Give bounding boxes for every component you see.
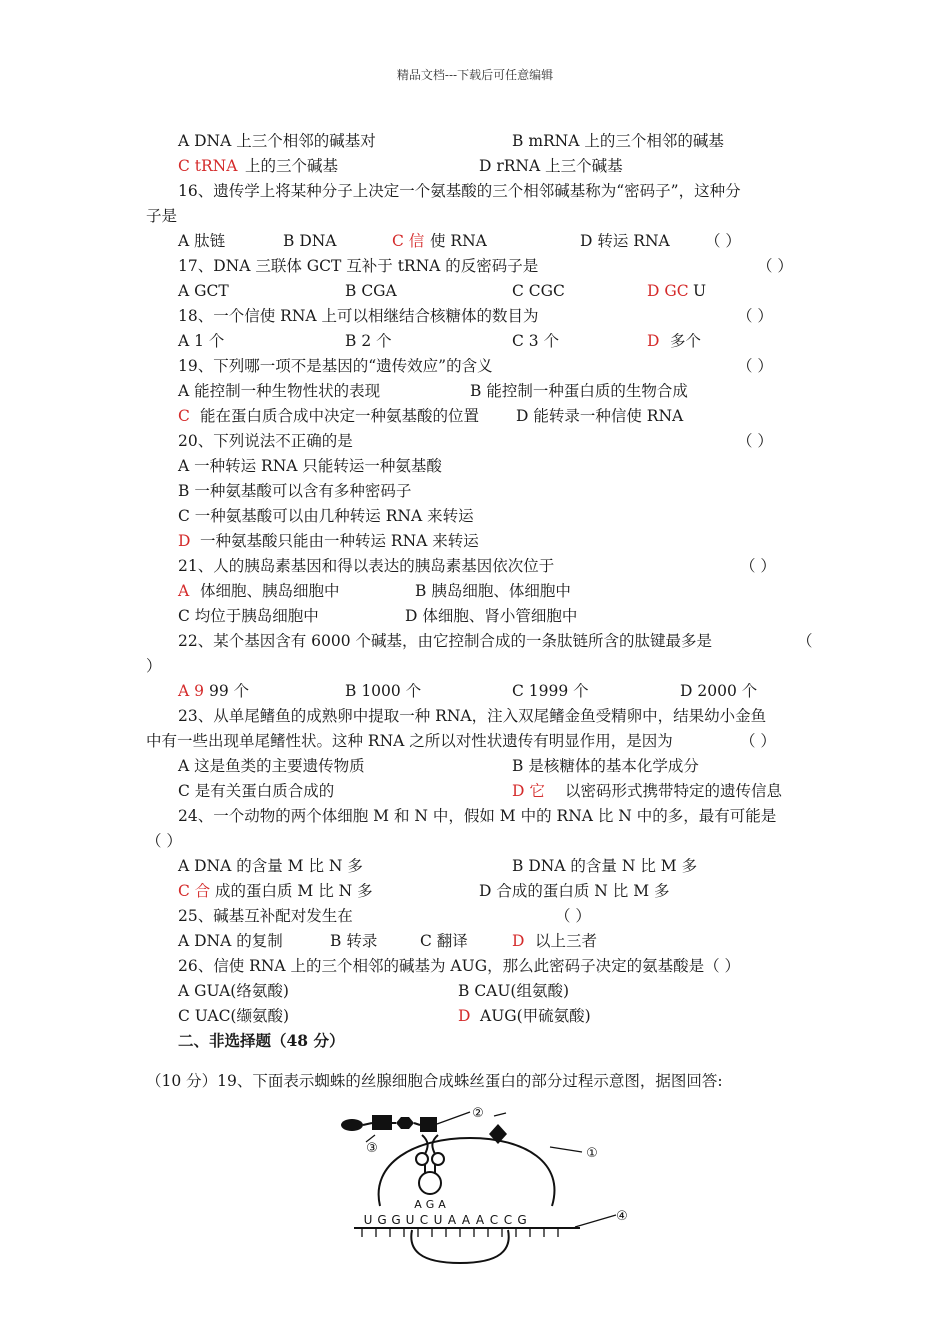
text-line-11-seg-0: C [178, 407, 190, 425]
text-line-2-seg-0: 16、遗传学上将某种分子上决定一个氨基酸的三个相邻碱基称为“密码子”，这种分 [178, 182, 741, 200]
mrna-base-1: G [377, 1213, 387, 1227]
text-line-12-seg-0: 20、下列说法不正确的是 [178, 432, 353, 450]
text-line-17-seg-0: 21、人的胰岛素基因和得以表达的胰岛素基因依次位于 [178, 557, 555, 575]
text-line-6-seg-3: D GC [647, 282, 689, 300]
text-line-18-seg-2: B 胰岛细胞、体细胞中 [415, 582, 571, 600]
text-line-22-seg-3: C 1999 个 [512, 682, 589, 700]
mrna-base-3: U [405, 1213, 415, 1227]
text-line-26-seg-2: 以密码形式携带特定的遗传信息 [565, 782, 783, 800]
text-line-1-seg-1: 上的三个碱基 [245, 157, 339, 175]
trna [416, 1135, 444, 1194]
amino-acid-hexagon [396, 1117, 414, 1129]
amino-acid-oval [341, 1119, 363, 1131]
text-line-6-seg-4: U [693, 282, 707, 300]
amino-acid-square [372, 1115, 392, 1130]
text-line-17-seg-1: （ ） [740, 557, 776, 575]
mrna-ticks [362, 1228, 558, 1237]
text-line-29-seg-1: B DNA 的含量 N 比 M 多 [512, 857, 698, 875]
diagram-label-1: ③ [366, 1141, 378, 1156]
text-line-19-seg-1: D 体细胞、肾小管细胞中 [405, 607, 578, 625]
diagram-label-3: ④ [616, 1209, 628, 1224]
text-line-36-seg-0: 二、非选择题（48 分） [178, 1031, 345, 1050]
text-line-24-seg-0: 中有一些出现单尾鳍性状。这种 RNA 之所以对性状遗传有明显作用，是因为 [146, 732, 673, 750]
text-line-6-seg-1: B CGA [345, 282, 397, 300]
text-line-4-seg-3: 使 RNA [430, 232, 487, 250]
text-line-9-seg-0: 19、下列哪一项不是基因的“遗传效应”的含义 [178, 357, 493, 375]
anticodon-base-2: A [438, 1198, 446, 1211]
text-line-33-seg-0: 26、信使 RNA 上的三个相邻的碱基为 AUG，那么此密码子决定的氨基酸是（ ） [178, 957, 740, 975]
mrna-base-6: A [447, 1213, 457, 1227]
amino-acid-square-2 [420, 1117, 437, 1132]
text-line-16-seg-1: 一种氨基酸只能由一种转运 RNA 来转运 [200, 532, 479, 550]
text-line-11-seg-2: D 能转录一种信使 RNA [516, 407, 684, 425]
text-line-30-seg-0: C 合 [178, 882, 211, 900]
text-line-5-seg-1: （ ） [757, 257, 793, 275]
text-line-26-seg-1: D 它 [512, 782, 545, 800]
text-line-4-seg-0: A 肽链 [178, 232, 226, 250]
text-line-32-seg-2: C 翻译 [420, 932, 468, 950]
text-line-25-seg-1: B 是核糖体的基本化学成分 [512, 757, 699, 775]
mrna-base-5: U [433, 1213, 443, 1227]
text-line-20-seg-0: 22、某个基因含有 6000 个碱基，由它控制合成的一条肽链所含的肽键最多是 [178, 632, 713, 650]
text-line-22-seg-1: 99 个 [209, 682, 250, 700]
mrna-base-0: U [363, 1213, 373, 1227]
text-line-23-seg-0: 23、从单尾鳍鱼的成熟卵中提取一种 RNA，注入双尾鳍金鱼受精卵中，结果幼小金鱼 [178, 707, 767, 725]
text-line-4-seg-1: B DNA [283, 232, 337, 250]
text-line-6-seg-2: C CGC [512, 282, 565, 300]
text-line-25-seg-0: A 这是鱼类的主要遗传物质 [178, 757, 365, 775]
text-line-34-seg-0: A GUA(络氨酸) [178, 982, 289, 1000]
text-line-22-seg-4: D 2000 个 [680, 682, 758, 700]
text-line-14-seg-0: B 一种氨基酸可以含有多种密码子 [178, 482, 412, 500]
text-line-4-seg-5: （ ） [705, 232, 741, 250]
text-line-1-seg-2: D rRNA 上三个碱基 [479, 157, 623, 175]
text-line-21-seg-0: ） [146, 657, 162, 675]
text-line-13-seg-0: A 一种转运 RNA 只能转运一种氨基酸 [178, 457, 442, 475]
text-line-6-seg-0: A GCT [178, 282, 229, 300]
text-line-35-seg-0: C UAC(缬氨酸) [178, 1007, 290, 1025]
text-line-24-seg-1: （ ） [740, 732, 776, 750]
text-line-12-seg-1: （ ） [737, 432, 773, 450]
text-line-8-seg-1: B 2 个 [345, 332, 392, 350]
mrna-base-2: G [391, 1213, 401, 1227]
anticodon-base-0: A [414, 1198, 422, 1211]
mrna-base-10: C [503, 1213, 513, 1227]
text-line-19-seg-0: C 均位于胰岛细胞中 [178, 607, 319, 625]
text-line-15-seg-0: C 一种氨基酸可以由几种转运 RNA 来转运 [178, 507, 474, 525]
text-line-27-seg-0: 24、一个动物的两个体细胞 M 和 N 中，假如 M 中的 RNA 比 N 中的多，最有可能是 [178, 807, 777, 825]
text-line-31-seg-1: （ ） [555, 907, 591, 925]
text-line-32-seg-3: D [512, 932, 525, 950]
text-line-0-seg-1: B mRNA 上的三个相邻的碱基 [512, 132, 724, 150]
mrna-base-4: C [419, 1213, 429, 1227]
text-line-37-seg-0: （10 分）19、下面表示蜘蛛的丝腺细胞合成蛛丝蛋白的部分过程示意图，据图回答: [146, 1072, 723, 1090]
text-line-22-seg-2: B 1000 个 [345, 682, 422, 700]
text-line-18-seg-1: 体细胞、胰岛细胞中 [200, 582, 340, 600]
text-line-0-seg-0: A DNA 上三个相邻的碱基对 [178, 132, 376, 150]
text-line-22-seg-0: A 9 [178, 682, 204, 700]
text-line-1-seg-0: C tRNA [178, 157, 238, 175]
text-line-35-seg-2: AUG(甲硫氨酸) [480, 1007, 591, 1025]
text-line-29-seg-0: A DNA 的含量 M 比 N 多 [178, 857, 363, 875]
text-line-9-seg-1: （ ） [737, 357, 773, 375]
text-line-28-seg-0: （ ） [146, 832, 182, 850]
text-line-11-seg-1: 能在蛋白质合成中决定一种氨基酸的位置 [200, 407, 480, 425]
page-header: 精品文档---下载后可任意编辑 [396, 68, 554, 82]
text-line-32-seg-4: 以上三者 [535, 932, 598, 950]
mrna-base-7: A [461, 1213, 471, 1227]
text-line-31-seg-0: 25、碱基互补配对发生在 [178, 907, 353, 925]
text-line-3-seg-0: 子是 [146, 207, 178, 225]
text-line-35-seg-1: D [458, 1007, 471, 1025]
text-line-8-seg-4: 多个 [670, 332, 702, 350]
text-line-5-seg-0: 17、DNA 三联体 GCT 互补于 tRNA 的反密码子是 [178, 257, 539, 275]
diagram-label-0: ② [472, 1106, 484, 1121]
text-line-4-seg-4: D 转运 RNA [580, 232, 670, 250]
text-line-10-seg-0: A 能控制一种生物性状的表现 [178, 382, 381, 400]
translation-diagram [330, 1098, 640, 1288]
text-line-30-seg-1: 成的蛋白质 M 比 N 多 [215, 882, 373, 900]
text-line-7-seg-1: （ ） [737, 307, 773, 325]
text-line-8-seg-3: D [647, 332, 660, 350]
text-line-4-seg-2: C 信 [392, 232, 425, 250]
text-line-8-seg-2: C 3 个 [512, 332, 560, 350]
anticodon-base-1: G [425, 1198, 435, 1211]
text-line-30-seg-2: D 合成的蛋白质 N 比 M 多 [479, 882, 670, 900]
mrna-base-9: C [489, 1213, 499, 1227]
text-line-16-seg-0: D [178, 532, 191, 550]
text-line-18-seg-0: A [178, 582, 190, 600]
mrna-base-8: A [475, 1213, 485, 1227]
text-line-20-seg-1: （ [797, 632, 813, 650]
mrna-base-11: G [517, 1213, 527, 1227]
text-line-32-seg-1: B 转录 [330, 932, 378, 950]
text-line-10-seg-1: B 能控制一种蛋白质的生物合成 [470, 382, 688, 400]
text-line-8-seg-0: A 1 个 [178, 332, 225, 350]
text-line-26-seg-0: C 是有关蛋白质合成的 [178, 782, 335, 800]
text-line-7-seg-0: 18、一个信使 RNA 上可以相继结合核糖体的数目为 [178, 307, 539, 325]
text-line-32-seg-0: A DNA 的复制 [178, 932, 283, 950]
diagram-label-2: ① [586, 1146, 598, 1161]
text-line-34-seg-1: B CAU(组氨酸) [458, 982, 570, 1000]
ribosome-large-subunit [379, 1138, 555, 1206]
